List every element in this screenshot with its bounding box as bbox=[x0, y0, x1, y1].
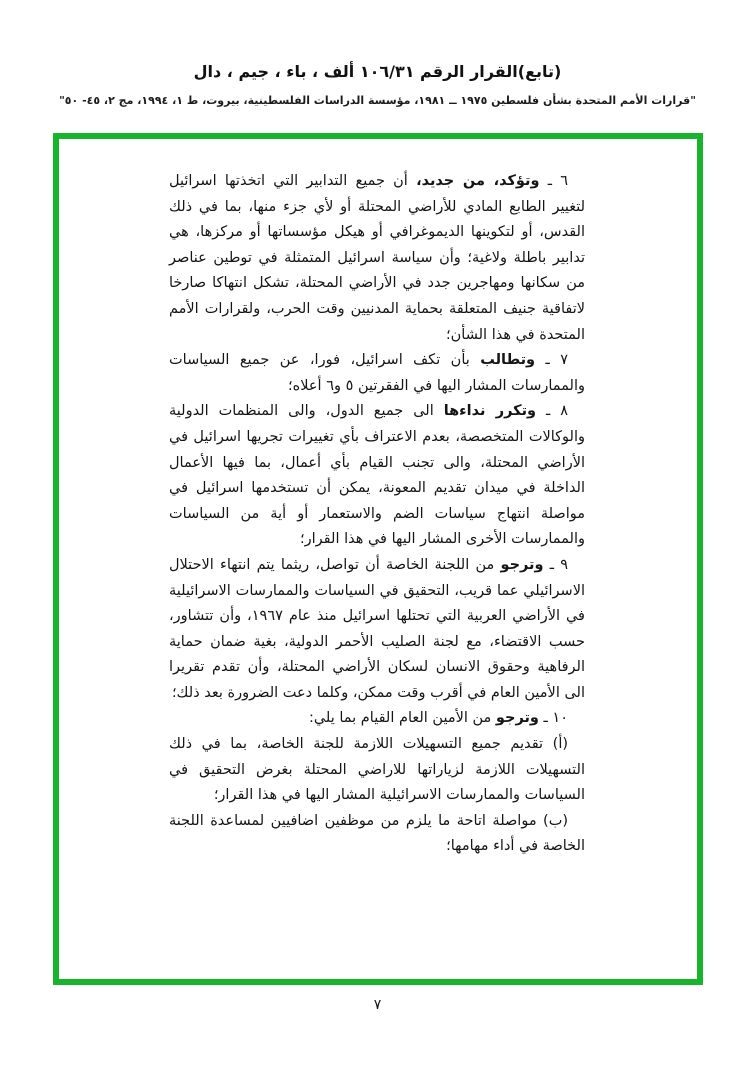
paragraph-body: من الأمين العام القيام بما يلي: bbox=[308, 710, 496, 727]
paragraph-body: الى جميع الدول، والى المنظمات الدولية والوكالات المتخصصة، بعدم الاعتراف بأي تغييرات تجريها اسرائيل في الأراضي المحتلة، والى تجنب القيام بأي أعمال، بما فيها الأعمال الداخلة في ميدان تقديم المعونة، يمكن أن تستخدمها اسرائيل في مواصلة انتهاج سياسات الضم والاستعمار أو أية من السياسات والممارسات الأخرى المشار اليها في هذا القرار؛ bbox=[169, 403, 585, 548]
paragraph-lead: وتؤكد، من جديد، bbox=[416, 173, 540, 189]
paragraph-number: ٦ ـ bbox=[539, 173, 568, 189]
paragraph-body: (أ) تقديم جميع التسهيلات اللازمة للجنة الخاصة، بما في ذلك التسهيلات اللازمة لزياراتها للاراضي المحتلة بغرض التحقيق في السياسات والممارسات الاسرائيلية المشار اليها في هذا القرار؛ bbox=[169, 736, 585, 804]
paragraph-lead: وتطالب bbox=[480, 352, 536, 369]
paragraph-8 bbox=[169, 399, 585, 553]
paragraph-body: من اللجنة الخاصة أن تواصل، ريثما يتم انتهاء الاحتلال الاسرائيلي عما قريب، التحقيق في السياسات والممارسات الاسرائيلية في الأراضي العربية التي تحتلها اسرائيل منذ عام ١٩٦٧، وأن تتشاور، حسب الاقتضاء، مع لجنة الصليب الأحمر الدولية، بغية ضمان حماية الرفاهية وحقوق الانسان لسكان الأراضي المحتلة، وأن تقدم تقريرا الى الأمين العام في أقرب وقت ممكن، وكلما دعت الضرورة بعد ذلك؛ bbox=[169, 556, 585, 701]
page-number: ٧ bbox=[373, 997, 382, 1013]
paragraph-6 bbox=[169, 169, 585, 348]
paragraph-body: أن جميع التدابير التي اتخذتها اسرائيل لتغيير الطابع المادي للأراضي المحتلة أو لأي جزء منها، بما في ذلك القدس، أو لتكوينها الديموغرافي أو هيكل مؤسساتها أو مركزها، هي تدابير باطلة ولاغية؛ وأن سياسة اسرائيل المتمثلة في توطين عناصر من سكانها ومهاجرين جدد في الأراضي المحتلة، تشكل انتهاكا صارخا لاتفاقية جنيف المتعلقة بحماية المدنيين وقت الحرب، ولقرارات الأمم المتحدة في هذا الشأن؛ bbox=[169, 173, 585, 343]
resolution-text bbox=[169, 169, 585, 860]
paragraph-body: (ب) مواصلة اتاحة ما يلزم من موظفين اضافيين لمساعدة اللجنة الخاصة في أداء مهامها؛ bbox=[169, 812, 585, 855]
paragraph-number: ١٠ ـ bbox=[538, 710, 568, 727]
green-border-frame bbox=[53, 133, 703, 985]
resolution-title: (تابع)القرار الرقم ١٠٦/٣١ ألف ، باء ، جيم ، دال bbox=[193, 62, 562, 81]
paragraph-number: ٨ ـ bbox=[536, 403, 568, 420]
paragraph-lead: وتكرر نداءها bbox=[443, 403, 537, 420]
source-citation: "قرارات الأمم المتحدة بشأن فلسطين ١٩٧٥ ــ ١٩٨١، مؤسسة الدراسات الفلسطينية، بيروت، ط ١، ١٩٩٤، مج ٢، ٤٥- ٥٠" bbox=[59, 94, 696, 107]
paragraph-number: ٧ ـ bbox=[535, 352, 569, 369]
paragraph-10 bbox=[169, 706, 585, 732]
paragraph-lead: وترجو bbox=[495, 710, 539, 727]
paragraph-number: ٩ ـ bbox=[543, 556, 568, 573]
paragraph-10a bbox=[169, 732, 585, 809]
paragraph-10b bbox=[169, 809, 585, 860]
paragraph-body: بأن تكف اسرائيل، فورا، عن جميع السياسات والممارسات المشار اليها في الفقرتين ٥ و٦ أعلاه؛ bbox=[169, 352, 585, 394]
paragraph-9 bbox=[169, 553, 585, 707]
paragraph-lead: وترجو bbox=[500, 556, 544, 573]
paragraph-7 bbox=[169, 348, 585, 399]
